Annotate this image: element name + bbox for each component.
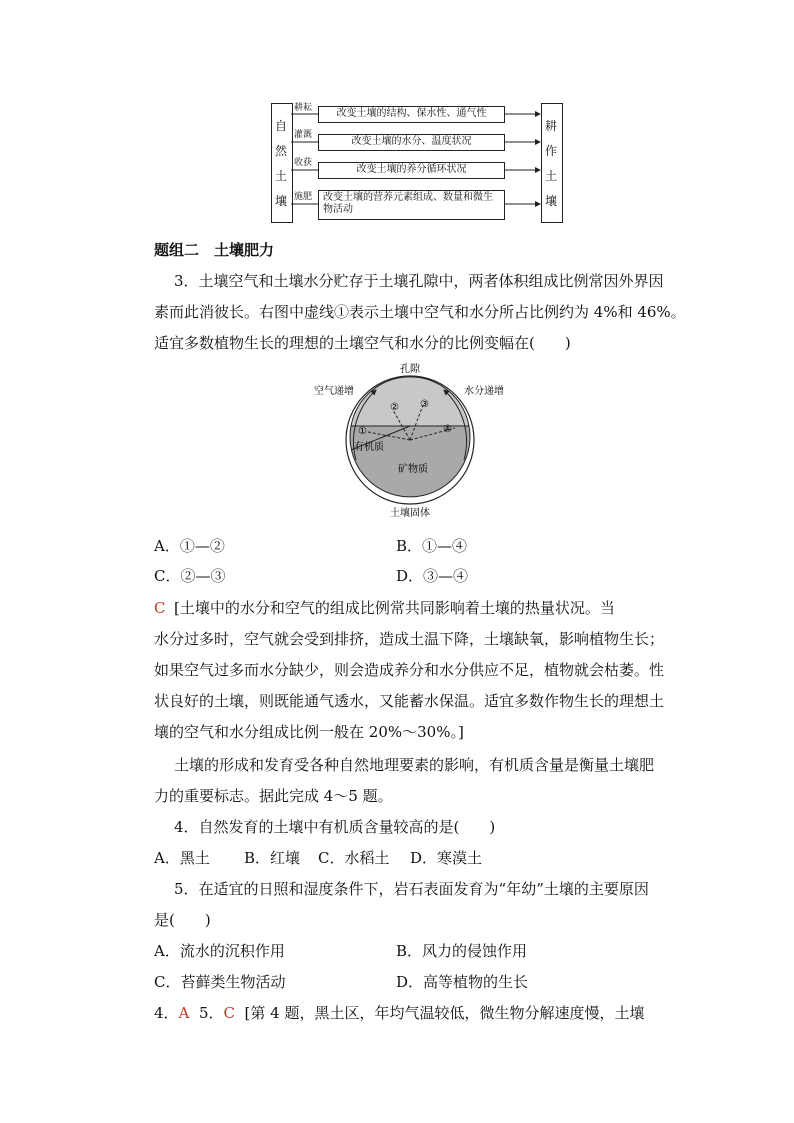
mark-2: ② (390, 402, 399, 413)
mark-4: ④ (443, 424, 452, 435)
action-label: 耕耘 (294, 103, 313, 113)
q5-option-a: A．流水的沉积作用 (154, 942, 285, 960)
q3-option-c: C．②—③ (154, 567, 226, 585)
mark-1: ① (358, 426, 367, 437)
effect-box: 改变土壤的水分、温度状况 (318, 134, 505, 151)
natural-soil-char: 壤 (274, 194, 287, 208)
q3-explanation-line: 状良好的土壤，则既能通气透水，又能蓄水保温。适宜多数作物生长的理想土 (154, 692, 665, 710)
q5-option-d: D．高等植物的生长 (396, 973, 529, 991)
natural-soil-char: 然 (274, 144, 287, 158)
effect-box: 改变土壤的养分循环状况 (318, 162, 505, 179)
action-label: 灌溉 (294, 130, 313, 140)
mark-3: ③ (420, 399, 429, 410)
cultivated-soil-char: 土 (544, 169, 557, 183)
q3-explanation-line: 如果空气过多而水分缺少，则会造成养分和水分供应不足，植物就会枯萎。性 (154, 661, 665, 679)
q3-explanation-line: 壤的空气和水分组成比例一般在 20%～30%。] (154, 723, 464, 741)
organic-label: 有机质 (354, 442, 384, 453)
cultivated-soil-char: 壤 (544, 194, 557, 208)
answer-4: A (178, 1004, 190, 1022)
air-increase-label: 空气递增 (314, 386, 354, 397)
answer-5-prefix: 5． (198, 1004, 224, 1022)
answers-explanation: [第 4 题，黑土区，年均气温较低，微生物分解速度慢，土壤 (244, 1004, 645, 1022)
q5-stem-line: 5．在适宜的日照和湿度条件下，岩石表面发育为“年幼”土壤的主要原因 (174, 880, 649, 898)
group-title: 题组二 土壤肥力 (154, 241, 275, 259)
soil-solid-label: 土壤固体 (390, 508, 430, 519)
q3-line: 适宜多数植物生长的理想的土壤空气和水分的比例变幅在( ) (154, 334, 571, 352)
solid-region (350, 426, 470, 497)
q3-option-a: A．①—② (154, 537, 225, 555)
mineral-label: 矿物质 (398, 464, 428, 475)
water-increase-label: 水分递增 (464, 386, 504, 397)
q5-option-b: B．风力的侵蚀作用 (396, 942, 528, 960)
q3-option-b: B．①—④ (396, 537, 468, 555)
q3-explanation-line: 水分过多时，空气就会受到排挤，造成土温下降，土壤缺氧，影响植物生长； (154, 630, 665, 648)
action-label: 施肥 (294, 192, 313, 202)
answers-4-5 (154, 1003, 644, 1023)
q4-option-a: A．黑土 (154, 849, 210, 867)
effect-box: 改变土壤的营养元素组成、数量和微生物活动 (318, 190, 505, 220)
effect-box: 改变土壤的结构、保水性、通气性 (318, 106, 505, 123)
answer-4-prefix: 4． (154, 1004, 179, 1022)
q3-answer: C (154, 599, 166, 617)
action-label: 收获 (294, 158, 313, 168)
q4-stem: 4．自然发育的土壤中有机质含量较高的是( ) (174, 818, 496, 836)
pore-label: 孔隙 (400, 364, 420, 375)
intro-line: 土壤的形成和发育受各种自然地理要素的影响，有机质含量是衡量土壤肥 (174, 756, 655, 774)
natural-soil-char: 自 (274, 119, 287, 133)
intro-line: 力的重要标志。据此完成 4～5 题。 (154, 787, 393, 805)
q4-option-c: C．水稻土 (318, 849, 390, 867)
q4-option-d: D．寒漠土 (410, 849, 483, 867)
answer-5: C (223, 1004, 235, 1022)
q4-option-b: B．红壤 (244, 849, 301, 867)
natural-soil-char: 土 (274, 169, 287, 183)
cultivated-soil-char: 作 (544, 144, 557, 158)
q3-line: 3．土壤空气和土壤水分贮存于土壤孔隙中，两者体积组成比例常因外界因 (174, 272, 664, 290)
pore-region (351, 377, 469, 426)
q3-option-d: D．③—④ (396, 567, 469, 585)
q3-line: 素而此消彼长。右图中虚线①表示土壤中空气和水分所占比例约为 4%和 46%。 (154, 303, 686, 321)
q3-explanation-line: [土壤中的水分和空气的组成比例常共同影响着土壤的热量状况。当 (174, 599, 615, 617)
q5-stem-line: 是( ) (154, 911, 211, 929)
q5-option-c: C．苔藓类生物活动 (154, 973, 286, 991)
soil-composition-diagram (300, 360, 510, 522)
cultivated-soil-char: 耕 (544, 119, 557, 133)
